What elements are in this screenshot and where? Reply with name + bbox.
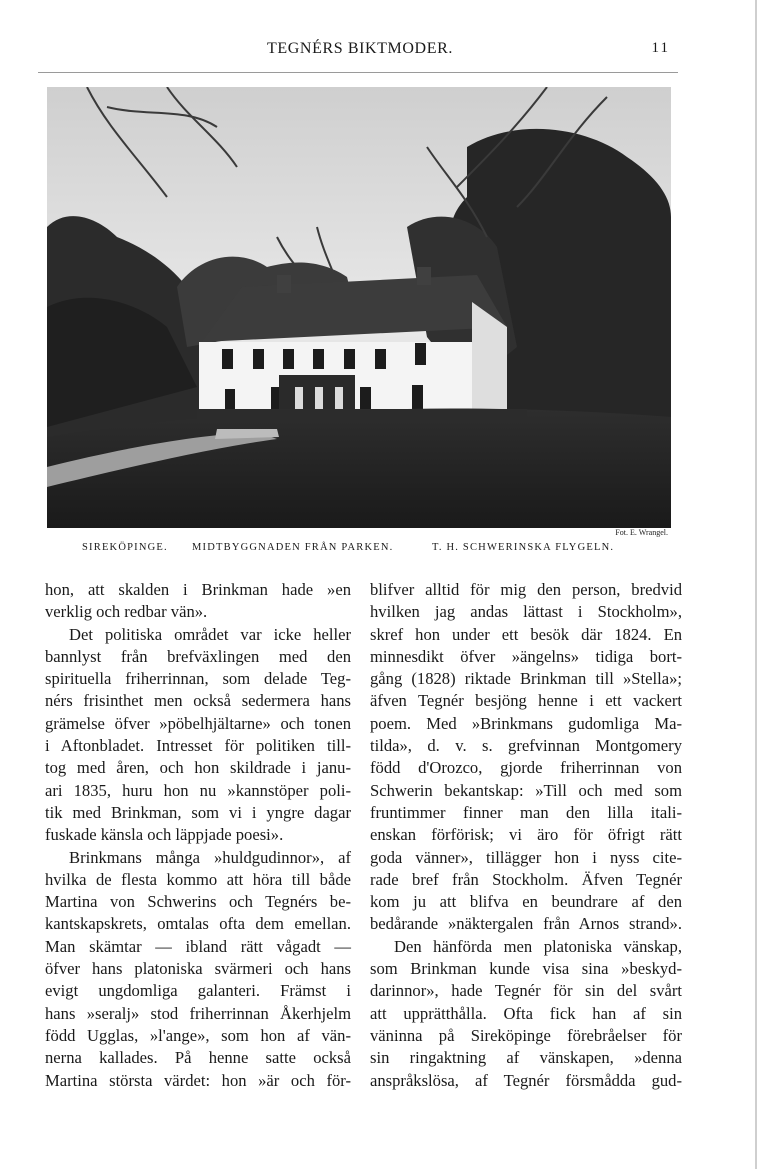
photo-credit: Fot. E. Wrangel. bbox=[615, 528, 668, 537]
text-line: rade bref från Stockholm. Äfven Tegnér bbox=[370, 869, 682, 889]
photo-illustration bbox=[47, 87, 671, 528]
text-line: sin ringaktning af vänskapen, »denna bbox=[370, 1048, 682, 1068]
page-number: 11 bbox=[651, 40, 670, 56]
text-line: enskan förförisk; vi äro för öfrigt rätt bbox=[370, 825, 682, 845]
text-line: äfven Tegnér besjöng henne i ett vackert bbox=[370, 691, 682, 711]
figure-caption bbox=[40, 542, 700, 558]
text-line: darinnor», hade Tegnér för sin del svårt bbox=[370, 981, 682, 1001]
text-line: hvilken jag andas lättast i Stockholm», bbox=[370, 602, 682, 622]
text-line: goda vänner», tillägger hon i nyss cite- bbox=[370, 847, 682, 867]
text-line: blifver alltid för mig den person, bredvid bbox=[370, 580, 682, 599]
text-column-right bbox=[370, 579, 682, 1092]
text-line: Schwerin bekantskap: »Till och med som bbox=[370, 780, 682, 800]
text-line: född d'Orozco, gjorde friherrinnan von bbox=[370, 758, 682, 778]
text-line: skref hon under ett besök där 1824. En bbox=[370, 624, 682, 644]
photograph-sirekopinge bbox=[47, 87, 671, 528]
text-line: i Aftonbladet. Intresset för politiken till- bbox=[45, 736, 351, 756]
text-line: nérs frisinthet men också sedermera hans bbox=[45, 691, 351, 711]
text-line: att upprätthålla. Ofta fick han af sin bbox=[370, 1003, 682, 1023]
caption-location: SIREKÖPINGE. bbox=[82, 542, 168, 553]
text-line: nerna kallades. På henne satte också bbox=[45, 1048, 351, 1068]
text-line: Man skämtar — ibland rätt vågadt — bbox=[45, 936, 351, 956]
text-line: väninna på Sireköpinge förebråelser för bbox=[370, 1025, 682, 1045]
text-line: Martina största värdet: hon »är och för- bbox=[45, 1070, 351, 1090]
text-line: Det politiska området var icke heller bbox=[69, 624, 351, 644]
header-rule bbox=[38, 72, 678, 73]
text-line: kantskapskrets, omtalas ofta dem emellan. bbox=[45, 914, 351, 934]
text-line: som Brinkman kunde visa sina »beskyd- bbox=[370, 959, 682, 979]
text-line: ari 1835, huru hon nu »kannstöper poli- bbox=[45, 780, 351, 800]
text-line: Brinkmans många »huldgudinnor», af bbox=[69, 847, 351, 867]
running-title: TEGNÉRS BIKTMODER. bbox=[267, 40, 453, 57]
text-line: hans »seralj» stod friherrinnan Åkerhjelm bbox=[45, 1003, 351, 1023]
text-line: poem. Med »Brinkmans gudomliga Ma- bbox=[370, 713, 682, 733]
text-line: tilda», d. v. s. grefvinnan Montgomery bbox=[370, 736, 682, 756]
text-column-left bbox=[45, 579, 351, 1092]
text-line: fuskade känsla och läppjade poesi». bbox=[45, 825, 284, 845]
page-edge-shadow bbox=[755, 0, 757, 1169]
text-line: född Ugglas, »l'ange», som hon af vän- bbox=[45, 1025, 351, 1045]
text-line: Martina von Schwerins och Tegnérs be- bbox=[45, 892, 351, 912]
text-line: kom ju att blifva en beundrare af den bbox=[370, 892, 682, 912]
running-head bbox=[0, 40, 768, 64]
text-line: evigt ungdomliga galanteri. Främst i bbox=[45, 981, 351, 1001]
text-line: öfver hans platoniska svärmeri och hans bbox=[45, 959, 351, 979]
text-line: grämelse öfver »pöbelhjältarne» och tonen bbox=[45, 713, 351, 733]
text-line: verklig och redbar vän». bbox=[45, 602, 208, 622]
text-line: minnesdikt öfver »ängelns» tidiga bort- bbox=[370, 646, 682, 666]
text-line: spirituella friherrinnan, som delade Teg- bbox=[45, 669, 351, 689]
caption-right: T. H. SCHWERINSKA FLYGELN. bbox=[432, 542, 615, 553]
text-line: fruntimmer finner man den lilla itali- bbox=[370, 802, 682, 822]
text-line: gång (1828) riktade Brinkman till »Stella»; bbox=[370, 669, 682, 689]
text-line: Den hänförda men platoniska vänskap, bbox=[394, 936, 682, 956]
caption-middle: MIDTBYGGNADEN FRÅN PARKEN. bbox=[192, 542, 394, 553]
text-line: hon, att skalden i Brinkman hade »en bbox=[45, 580, 351, 599]
text-line: bedårande »näktergalen från Arnos strand». bbox=[370, 914, 682, 934]
text-line: tog med åren, och hon skildrade i janu- bbox=[45, 758, 351, 778]
text-line: tik med Brinkman, som vi i yngre dagar bbox=[45, 802, 351, 822]
text-line: anspråkslösa, af Tegnér försmådda gud- bbox=[370, 1070, 682, 1090]
text-line: bannlyst från brefväxlingen med den bbox=[45, 646, 351, 666]
text-line: hvilka de flesta kommo att höra till både bbox=[45, 869, 351, 889]
